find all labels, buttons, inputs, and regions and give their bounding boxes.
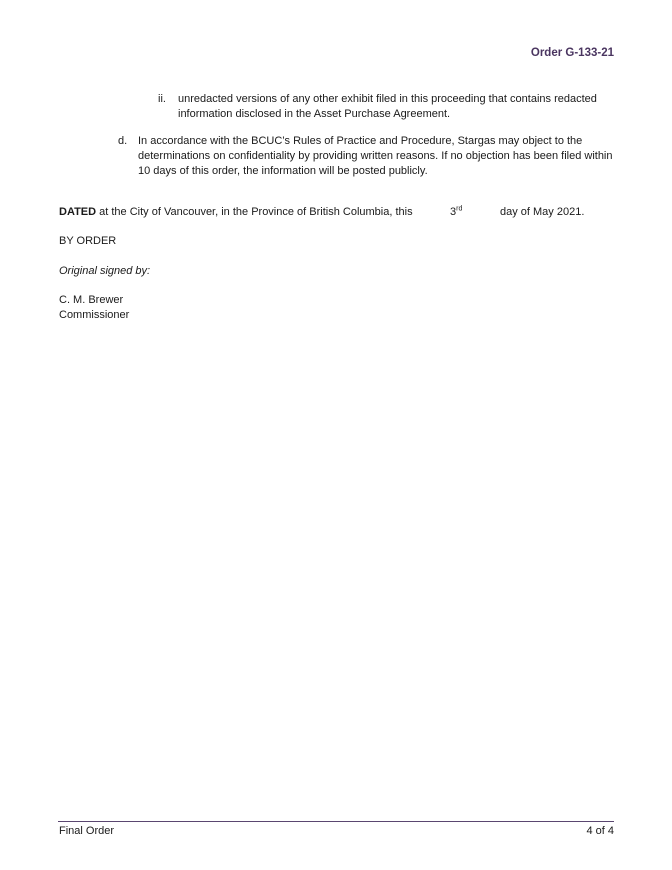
page-number: 4 of 4 (586, 825, 614, 837)
signer-name: C. M. Brewer (59, 294, 124, 306)
list-item-text: In accordance with the BCUC’s Rules of Practice and Procedure, Stargas may object to the determinations on confidentiality by providing written reasons. If no objection has been filed within 10 days of this order, the information will be posted publicly. (138, 135, 613, 177)
dated-label: DATED (59, 206, 97, 218)
list-item-marker: d. (118, 135, 128, 147)
dated-text: at the City of Vancouver, in the Province of British Columbia, this (99, 206, 413, 218)
signer-title: Commissioner (59, 309, 130, 321)
signed-note: Original signed by: (59, 265, 151, 277)
footer-left: Final Order (59, 825, 115, 837)
footer-rule (58, 821, 614, 822)
by-order: BY ORDER (59, 235, 117, 247)
dated-month-year: day of May 2021. (500, 206, 585, 218)
dated-day-suffix: rd (456, 205, 463, 213)
dated-line (59, 205, 619, 220)
dated-day (450, 205, 462, 220)
list-item-text: unredacted versions of any other exhibit filed in this proceeding that contains redacted information disclosed in the Asset Purchase Agreement. (178, 93, 597, 120)
dated-day-number: 3 (450, 206, 457, 218)
order-number: Order G-133-21 (530, 47, 614, 59)
signer-block (59, 293, 129, 323)
list-item-marker: ii. (158, 93, 166, 105)
